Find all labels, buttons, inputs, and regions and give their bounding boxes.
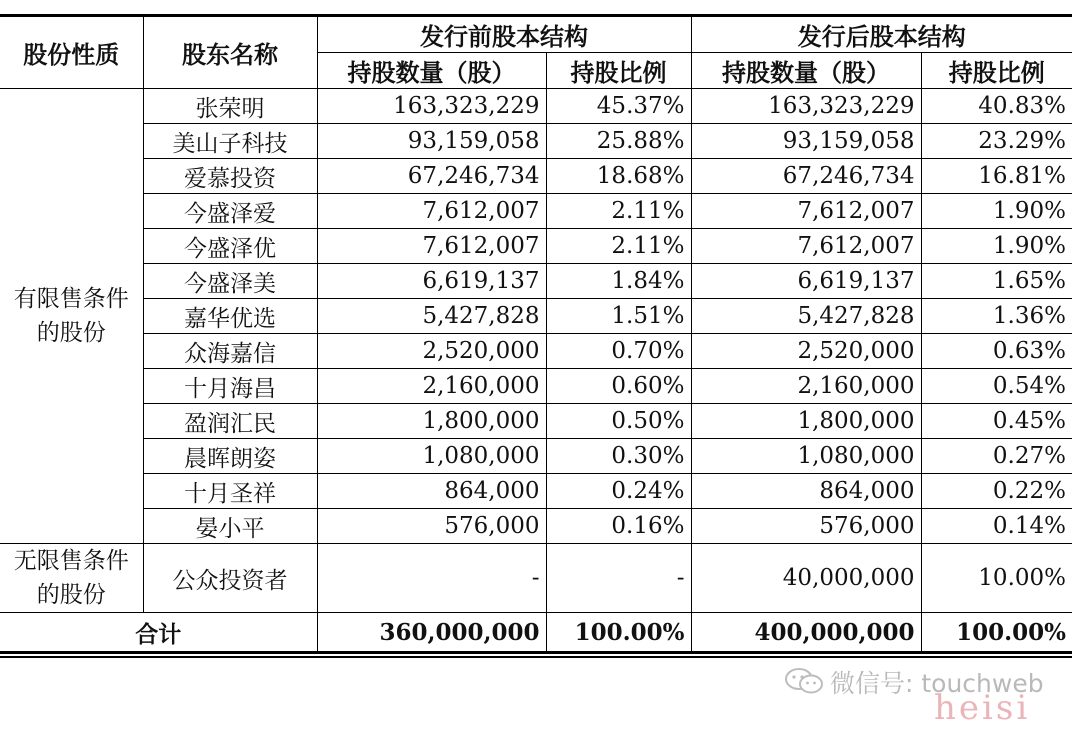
header-after-issue: 发行后股本结构	[691, 17, 1072, 53]
header-before-ratio: 持股比例	[546, 53, 691, 89]
table-bottom-rule	[0, 652, 1072, 658]
table-row	[0, 124, 1072, 159]
holder-name: 晨晖朗姿	[143, 439, 317, 474]
before-ratio: 0.16%	[546, 509, 691, 544]
before-shares: 93,159,058	[317, 124, 546, 159]
holder-name: 十月圣祥	[143, 474, 317, 509]
before-shares: 67,246,734	[317, 159, 546, 194]
table-row	[0, 264, 1072, 299]
holder-name: 今盛泽美	[143, 264, 317, 299]
table-row	[0, 474, 1072, 509]
after-shares: 163,323,229	[691, 89, 921, 124]
before-ratio: 0.50%	[546, 404, 691, 439]
after-ratio: 1.36%	[921, 299, 1072, 334]
before-shares: 7,612,007	[317, 194, 546, 229]
after-ratio: 0.63%	[921, 334, 1072, 369]
after-ratio: 0.14%	[921, 509, 1072, 544]
before-shares: -	[317, 544, 546, 613]
header-after-ratio: 持股比例	[921, 53, 1072, 89]
table-row	[0, 229, 1072, 264]
before-ratio: 1.51%	[546, 299, 691, 334]
after-shares: 67,246,734	[691, 159, 921, 194]
before-shares: 163,323,229	[317, 89, 546, 124]
after-shares: 2,520,000	[691, 334, 921, 369]
share-category: 有限售条件的股份	[0, 89, 143, 544]
before-ratio: 45.37%	[546, 89, 691, 124]
after-shares: 1,080,000	[691, 439, 921, 474]
before-shares: 1,080,000	[317, 439, 546, 474]
watermark-text: 微信号: touchweb	[830, 669, 1044, 698]
total-before-shares: 360,000,000	[317, 613, 546, 652]
table-row	[0, 404, 1072, 439]
after-shares: 1,800,000	[691, 404, 921, 439]
before-shares: 1,800,000	[317, 404, 546, 439]
before-ratio: 0.70%	[546, 334, 691, 369]
holder-name: 张荣明	[143, 89, 317, 124]
total-row	[0, 613, 1072, 652]
header-before-shares: 持股数量（股）	[317, 53, 546, 89]
holder-name: 盈润汇民	[143, 404, 317, 439]
holder-name: 今盛泽爱	[143, 194, 317, 229]
before-ratio: 0.60%	[546, 369, 691, 404]
before-ratio: 1.84%	[546, 264, 691, 299]
after-shares: 2,160,000	[691, 369, 921, 404]
before-ratio: 2.11%	[546, 229, 691, 264]
after-ratio: 1.90%	[921, 229, 1072, 264]
table-row	[0, 89, 1072, 124]
before-ratio: 18.68%	[546, 159, 691, 194]
after-shares: 93,159,058	[691, 124, 921, 159]
before-ratio: -	[546, 544, 691, 613]
after-shares: 6,619,137	[691, 264, 921, 299]
holder-name: 美山子科技	[143, 124, 317, 159]
before-shares: 7,612,007	[317, 229, 546, 264]
holder-name: 晏小平	[143, 509, 317, 544]
after-shares: 576,000	[691, 509, 921, 544]
share-structure-table-container	[0, 14, 1072, 658]
table-row	[0, 509, 1072, 544]
after-ratio: 1.90%	[921, 194, 1072, 229]
after-shares: 7,612,007	[691, 194, 921, 229]
table-row	[0, 369, 1072, 404]
before-shares: 576,000	[317, 509, 546, 544]
share-category: 无限售条件的股份	[0, 544, 143, 613]
after-ratio: 10.00%	[921, 544, 1072, 613]
before-ratio: 0.24%	[546, 474, 691, 509]
after-ratio: 0.22%	[921, 474, 1072, 509]
before-ratio: 2.11%	[546, 194, 691, 229]
table-row	[0, 159, 1072, 194]
before-ratio: 25.88%	[546, 124, 691, 159]
after-shares: 7,612,007	[691, 229, 921, 264]
holder-name: 众海嘉信	[143, 334, 317, 369]
before-ratio: 0.30%	[546, 439, 691, 474]
after-ratio: 0.45%	[921, 404, 1072, 439]
after-shares: 5,427,828	[691, 299, 921, 334]
table-row	[0, 544, 1072, 613]
signature-watermark: heisi	[934, 688, 1031, 728]
holder-name: 嘉华优选	[143, 299, 317, 334]
after-ratio: 0.27%	[921, 439, 1072, 474]
after-ratio: 1.65%	[921, 264, 1072, 299]
total-before-ratio: 100.00%	[546, 613, 691, 652]
total-after-ratio: 100.00%	[921, 613, 1072, 652]
holder-name: 公众投资者	[143, 544, 317, 613]
table-row	[0, 439, 1072, 474]
after-ratio: 40.83%	[921, 89, 1072, 124]
share-structure-table	[0, 17, 1072, 652]
before-shares: 864,000	[317, 474, 546, 509]
before-shares: 2,160,000	[317, 369, 546, 404]
before-shares: 6,619,137	[317, 264, 546, 299]
header-after-shares: 持股数量（股）	[691, 53, 921, 89]
holder-name: 爱慕投资	[143, 159, 317, 194]
total-label: 合计	[0, 613, 317, 652]
total-after-shares: 400,000,000	[691, 613, 921, 652]
table-row	[0, 299, 1072, 334]
wechat-icon	[784, 667, 824, 695]
header-share-nature: 股份性质	[0, 17, 143, 89]
table-row	[0, 334, 1072, 369]
table-body	[0, 89, 1072, 613]
before-shares: 2,520,000	[317, 334, 546, 369]
header-before-issue: 发行前股本结构	[317, 17, 691, 53]
after-ratio: 16.81%	[921, 159, 1072, 194]
before-shares: 5,427,828	[317, 299, 546, 334]
after-shares: 864,000	[691, 474, 921, 509]
header-holder-name: 股东名称	[143, 17, 317, 89]
after-shares: 40,000,000	[691, 544, 921, 613]
after-ratio: 0.54%	[921, 369, 1072, 404]
holder-name: 今盛泽优	[143, 229, 317, 264]
after-ratio: 23.29%	[921, 124, 1072, 159]
holder-name: 十月海昌	[143, 369, 317, 404]
table-row	[0, 194, 1072, 229]
